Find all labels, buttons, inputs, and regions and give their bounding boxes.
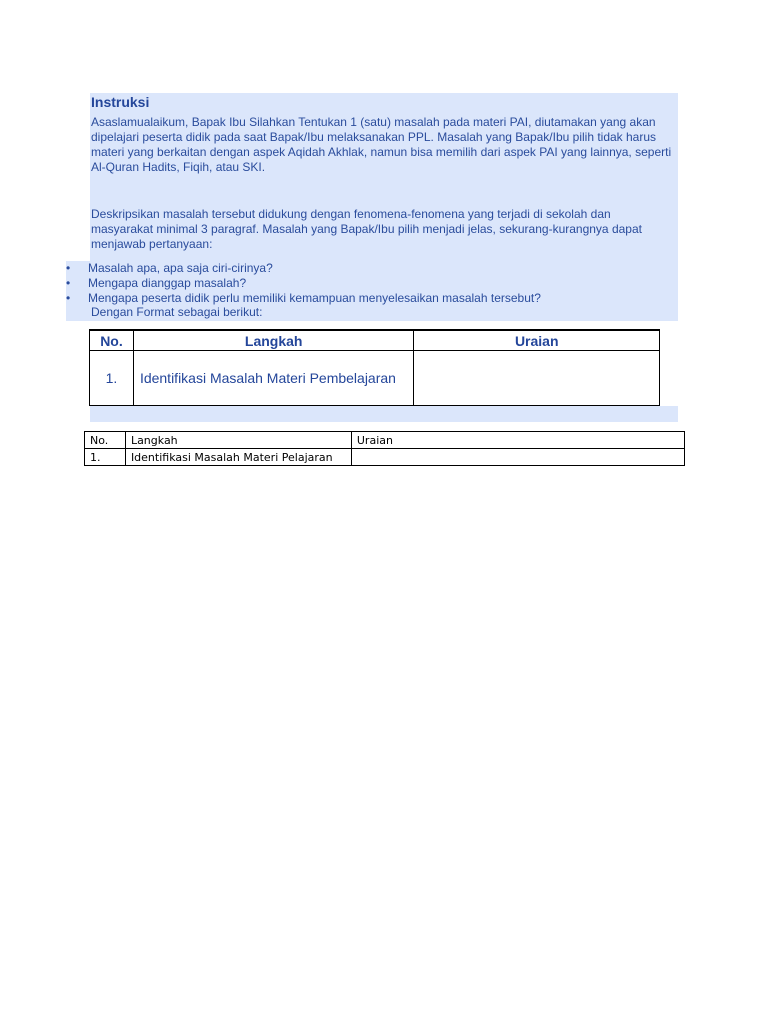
plain-header-no: No. <box>85 432 126 449</box>
question-item: • Mengapa dianggap masalah? <box>66 276 541 291</box>
table-row <box>90 351 660 406</box>
format-table-header-row <box>90 330 660 351</box>
cell-uraian[interactable] <box>414 351 660 406</box>
format-intro: Dengan Format sebagai berikut: <box>91 305 263 319</box>
instruction-title: Instruksi <box>91 94 150 110</box>
question-item: • Masalah apa, apa saja ciri-cirinya? <box>66 261 541 276</box>
plain-header-uraian: Uraian <box>351 432 684 449</box>
instruction-paragraph-1: Asaslamualaikum, Bapak Ibu Silahkan Tentukan 1 (satu) masalah pada materi PAI, diutamakan yang akan dipelajari peserta didik pada saat Bapak/Ibu melaksanakan PPL. Masalah yang Bapak/Ibu pilih tidak harus materi yang berkaitan dengan aspek Aqidah Akhlak, namun bisa memilih dari aspek PAI yang lainnya, seperti Al-Quran Hadits, Fiqih, atau SKI. <box>91 115 672 174</box>
cell-no: 1. <box>90 351 134 406</box>
instruction-paragraph-2: Deskripsikan masalah tersebut didukung dengan fenomena-fenomena yang terjadi di sekolah dan masyarakat minimal 3 paragraf. Masalah yang Bapak/Ibu pilih menjadi jelas, sekurang-kurangnya dapat menjawab pertanyaan: <box>91 207 642 251</box>
plain-cell-no: 1. <box>85 449 126 466</box>
header-uraian: Uraian <box>414 330 660 351</box>
plain-header-langkah: Langkah <box>125 432 351 449</box>
question-item: • Mengapa peserta didik perlu memiliki kemampuan menyelesaikan masalah tersebut? <box>66 291 541 306</box>
plain-cell-uraian[interactable] <box>351 449 684 466</box>
plain-table <box>84 431 685 466</box>
plain-table-header-row <box>85 432 685 449</box>
header-langkah: Langkah <box>133 330 414 351</box>
cell-langkah: Identifikasi Masalah Materi Pembelajaran <box>133 351 414 406</box>
question-list <box>66 261 541 306</box>
format-table <box>89 329 660 406</box>
header-no: No. <box>90 330 134 351</box>
table-row <box>85 449 685 466</box>
table-tail-highlight <box>90 406 678 422</box>
plain-cell-langkah: Identifikasi Masalah Materi Pelajaran <box>125 449 351 466</box>
